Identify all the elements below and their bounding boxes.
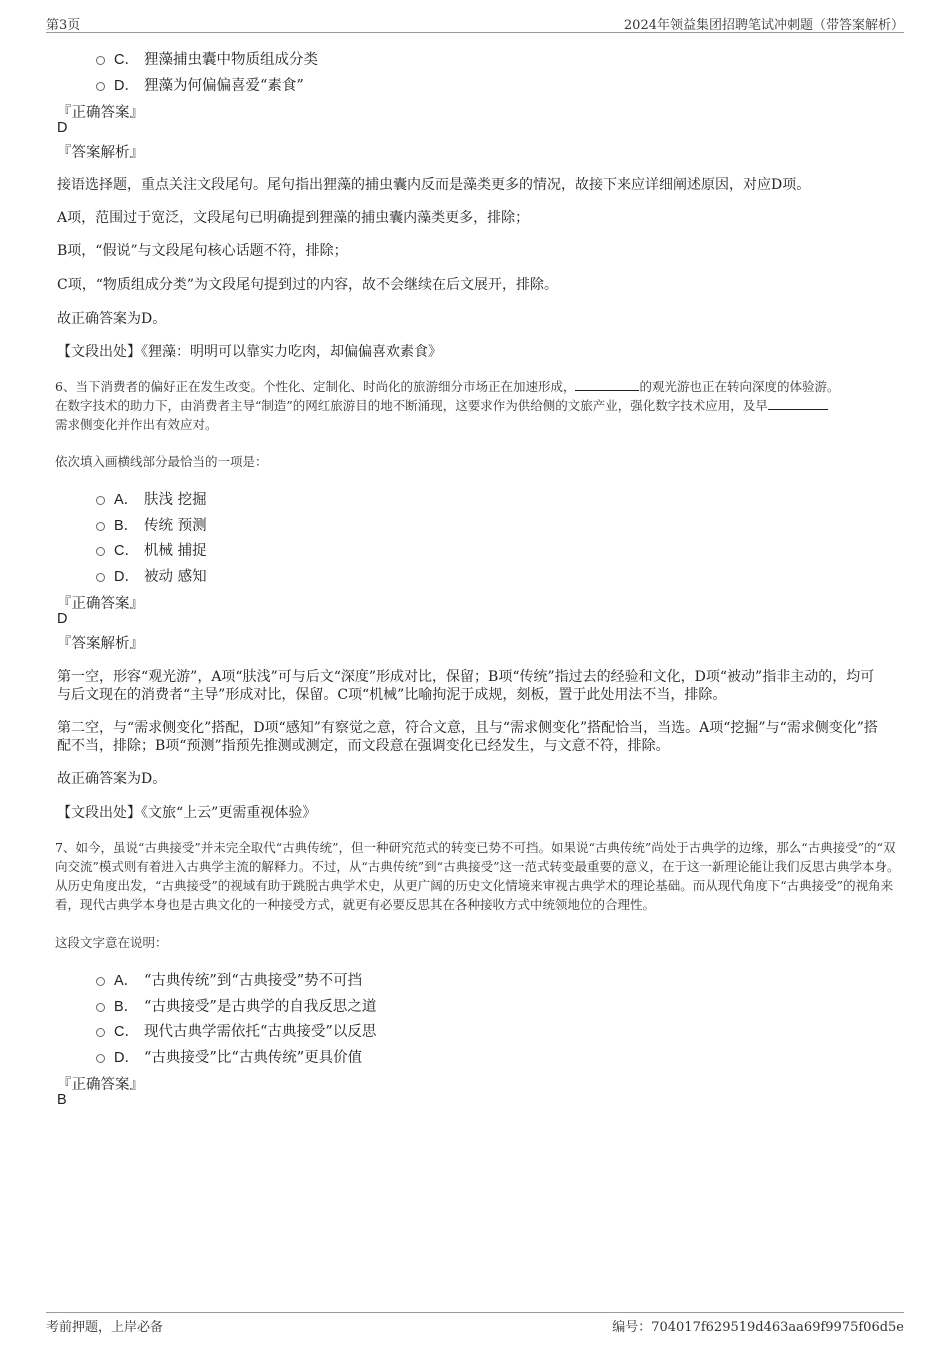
- q5-analysis-label: 『答案解析』: [57, 145, 144, 161]
- q7-prompt: 这段文字意在说明：: [55, 935, 168, 950]
- q6-prompt: 依次填入画横线部分最恰当的一项是：: [55, 454, 268, 469]
- q5-analysis-3: B项，“假说”与文段尾句核心话题不符，排除；: [57, 243, 348, 259]
- q6-stem: 6、当下消费者的偏好正在发生改变。个性化、定制化、时尚化的旅游细分市场正在加速形成， 的观光游也正在转向深度的体验游。 在数字技术的助力下，由消费者主导“制造”的网红旅游目的地不断涌现，这要求作为供给侧的文旅产业，强化数字技术应用，及早 需求侧变化并作出有效应对。: [55, 379, 840, 432]
- q6-option-c[interactable]: C． 机械 捕捉: [96, 539, 207, 560]
- blank-1: [575, 378, 639, 391]
- radio-icon[interactable]: [96, 522, 105, 531]
- q5-option-c[interactable]: C． 狸藻捕虫囊中物质组成分类: [96, 48, 318, 69]
- q5-source: 【文段出处】《狸藻：明明可以靠实力吃肉，却偏偏喜欢素食》: [57, 344, 442, 360]
- q5-analysis-1: 接语选择题，重点关注文段尾句。尾句指出狸藻的捕虫囊内反而是藻类更多的情况，故接下来应详细阐述原因，对应D项。: [57, 177, 811, 193]
- q5-answer: D: [57, 120, 68, 136]
- radio-icon[interactable]: [96, 573, 105, 582]
- radio-icon[interactable]: [96, 56, 105, 65]
- page-header: [46, 14, 904, 33]
- q7-option-a[interactable]: A． “古典传统”到“古典接受”势不可挡: [96, 969, 362, 990]
- q6-analysis-1: 第一空，形容“观光游”，A项“肤浅”可与后文“深度”形成对比，保留；B项“传统”指过去的经验和文化，D项“被动”指非主动的，均可与后文现在的消费者“主导”形成对比，保留。C项“机械”比喻拘泥于成规，刻板，置于此处用法不当，排除。: [57, 669, 875, 703]
- q7-stem: 7、如今，虽说“古典接受”并未完全取代“古典传统”，但一种研究范式的转变已势不可挡。如果说“古典传统”尚处于古典学的边缘，那么“古典接受”的“双向交流”模式则有着进入古典学主流的解释力。不过，从“古典传统”到“古典接受”这一范式转变最重要的意义，在于这一新理论能让我们反思古典学本身。从历史角度出发，“古典接受”的视域有助于跳脱古典学术史，从更广阔的历史文化情境来审视古典学术的理论基础。而从现代角度下“古典接受”的视角来看，现代古典学本身也是古典文化的一种接受方式，就更有必要反思其在各种接收方式中统领地位的合理性。: [55, 840, 900, 912]
- footer-serial: 编号：704017f629519d463aa69f9975f06d5e: [612, 1320, 904, 1335]
- q6-option-a[interactable]: A． 肤浅 挖掘: [96, 488, 207, 509]
- q6-option-d[interactable]: D． 被动 感知: [96, 565, 207, 586]
- q6-answer-label: 『正确答案』: [57, 596, 144, 612]
- q6-source: 【文段出处】《文旅“上云”更需重视体验》: [57, 805, 317, 821]
- q5-option-d[interactable]: D． 狸藻为何偏偏喜爱“素食”: [96, 74, 304, 95]
- q7-option-b[interactable]: B． “古典接受”是古典学的自我反思之道: [96, 995, 376, 1016]
- radio-icon[interactable]: [96, 547, 105, 556]
- q6-conclusion: 故正确答案为D。: [57, 771, 167, 787]
- page-footer: [46, 1312, 904, 1333]
- radio-icon[interactable]: [96, 1028, 105, 1037]
- q6-option-b[interactable]: B． 传统 预测: [96, 514, 207, 535]
- q6-analysis-label: 『答案解析』: [57, 636, 144, 652]
- q7-option-d[interactable]: D． “古典接受”比“古典传统”更具价值: [96, 1046, 362, 1067]
- q5-analysis-4: C项，“物质组成分类”为文段尾句提到过的内容，故不会继续在后文展开，排除。: [57, 277, 559, 293]
- q5-analysis-2: A项，范围过于宽泛，文段尾句已明确提到狸藻的捕虫囊内藻类更多，排除；: [57, 210, 530, 226]
- radio-icon[interactable]: [96, 1054, 105, 1063]
- page-number: 第3页: [46, 18, 81, 33]
- blank-2: [768, 397, 828, 410]
- q5-answer-label: 『正确答案』: [57, 105, 144, 121]
- q5-conclusion: 故正确答案为D。: [57, 311, 167, 327]
- radio-icon[interactable]: [96, 977, 105, 986]
- q7-answer: B: [57, 1092, 67, 1108]
- radio-icon[interactable]: [96, 82, 105, 91]
- document-title: 2024年领益集团招聘笔试冲刺题（带答案解析）: [623, 18, 904, 33]
- q7-answer-label: 『正确答案』: [57, 1077, 144, 1093]
- q6-analysis-2: 第二空，与“需求侧变化”搭配，D项“感知”有察觉之意，符合文意，且与“需求侧变化”搭配恰当，当选。A项“挖掘”与“需求侧变化”搭配不当，排除；B项“预测”指预先推测或测定，而文段意在强调变化已经发生，与文意不符，排除。: [57, 720, 878, 754]
- radio-icon[interactable]: [96, 1003, 105, 1012]
- q6-answer: D: [57, 611, 68, 627]
- radio-icon[interactable]: [96, 496, 105, 505]
- footer-slogan: 考前押题，上岸必备: [46, 1320, 164, 1335]
- q7-option-c[interactable]: C． 现代古典学需依托“古典接受”以反思: [96, 1020, 376, 1041]
